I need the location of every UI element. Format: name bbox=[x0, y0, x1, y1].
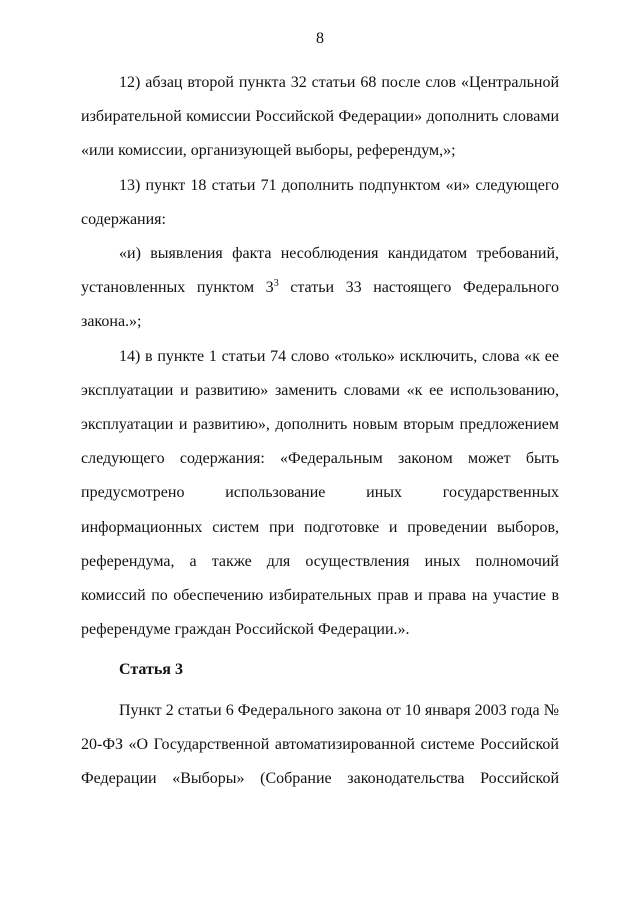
paragraph-item-14: 14) в пункте 1 статьи 74 слово «только» исключить, слова «к ее эксплуатации и развитию» заменить словами «к ее использованию, эксплуатации и развитию», дополнить новым вторым предложением следующего содержания: «Федеральным законом может быть предусмотрено использование иных государственных информационных систем при подготовке и проведении выборов, референдума, а также для осуществления иных полномочий комиссий по обеспечению избирательных прав и права на участие в референдуме граждан Российской Федерации.». bbox=[81, 347, 559, 639]
page-number: 8 bbox=[316, 30, 324, 47]
subitem-i-text-end: статьи 33 настоящего Федерального закона.»; bbox=[81, 279, 559, 331]
paragraph-item-13: 13) пункт 18 статьи 71 дополнить подпунктом «и» следующего содержания: bbox=[81, 176, 559, 228]
article-heading: Статья 3 bbox=[119, 661, 183, 679]
document-body bbox=[81, 66, 559, 796]
paragraph-article-3: Пункт 2 статьи 6 Федерального закона от 10 января 2003 года № 20-ФЗ «О Государственной автоматизированной системе Российской Федерации «Выборы» (Собрание законодательства Российской bbox=[81, 701, 559, 788]
superscript-number: 3 bbox=[273, 278, 279, 290]
paragraph-item-12: 12) абзац второй пункта 32 статьи 68 после слов «Центральной избирательной комиссии Российской Федерации» дополнить словами «или комиссии, организующей выборы, референдум,»; bbox=[81, 74, 559, 160]
subitem-i-text: «и) выявления факта несоблюдения кандидатом требований, установленных пунктом 3 bbox=[81, 245, 559, 297]
paragraph-subitem-i bbox=[81, 237, 559, 340]
